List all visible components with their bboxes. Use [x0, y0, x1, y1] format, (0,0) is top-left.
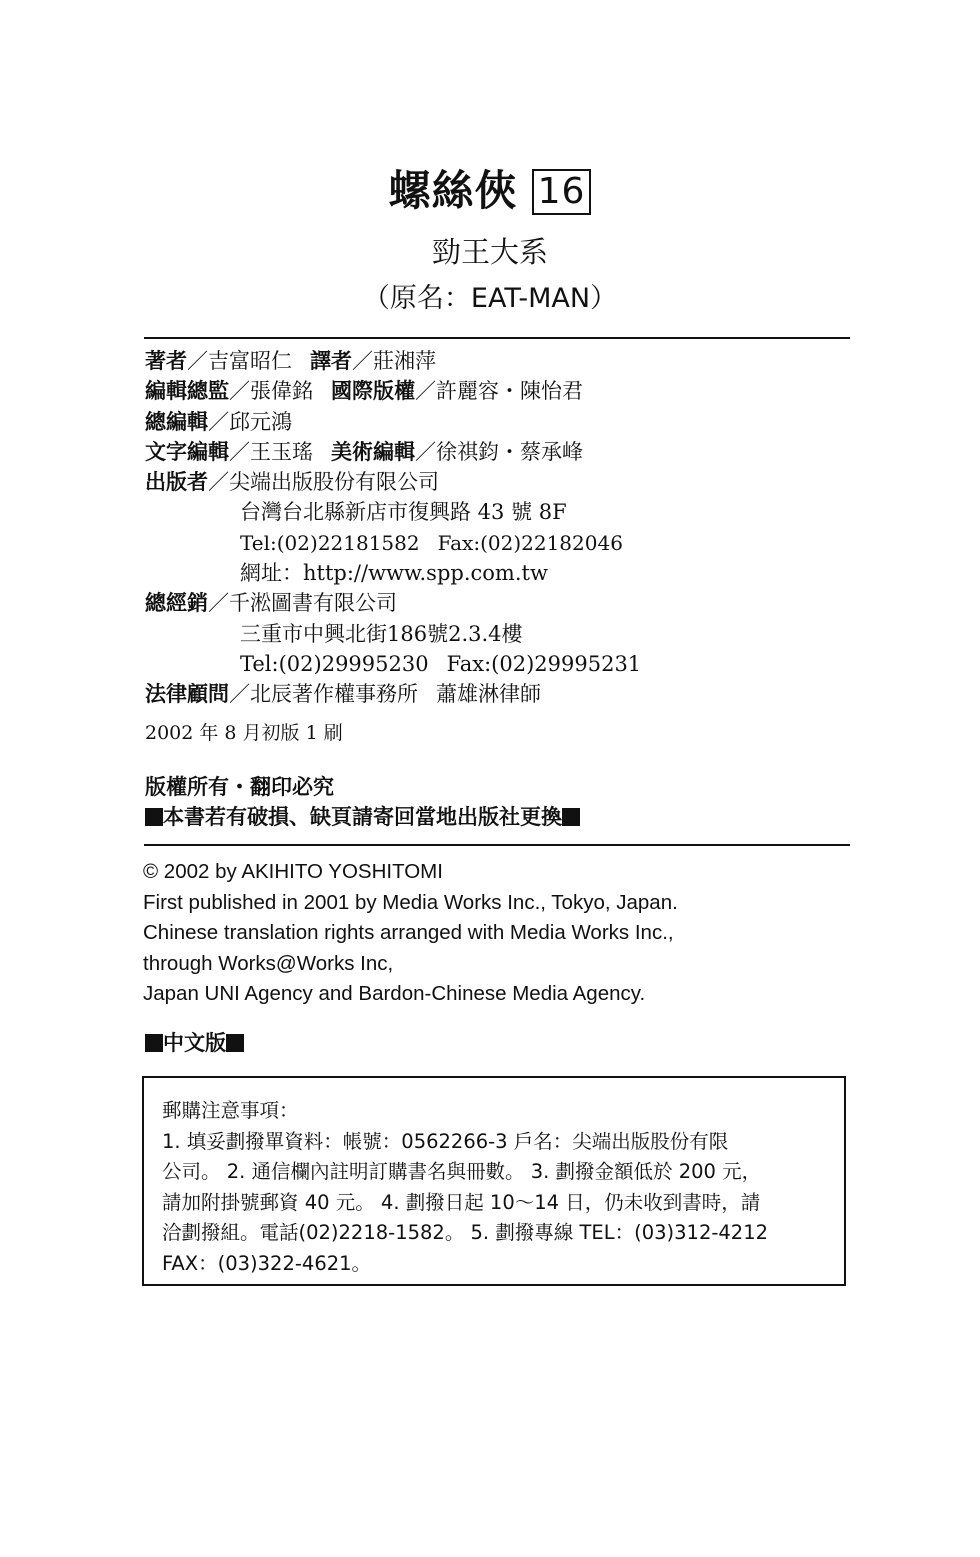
rights-notice	[145, 772, 580, 832]
translator-value: ／莊湘萍	[352, 349, 436, 373]
credit-general-editor-row	[145, 407, 865, 437]
edition-date: 2002 年 8 月初版 1 刷	[145, 722, 343, 744]
general-editor-label: 總編輯	[145, 409, 208, 434]
credit-editor-row	[145, 376, 865, 406]
legal-value: ／北辰著作權事務所	[229, 682, 418, 707]
chief-editor-label: 編輯總監	[145, 379, 229, 404]
rights-label: 國際版權	[331, 379, 415, 404]
credit-author-row	[145, 346, 865, 376]
distributor-address: 三重市中興北街186號2.3.4樓	[240, 621, 523, 646]
series-subtitle: 勁王大系	[431, 235, 548, 269]
website-label: 網址：	[240, 561, 303, 586]
publisher-address: 台灣台北縣新店市復興路 43 號 8F	[240, 500, 567, 525]
middle-divider	[144, 844, 850, 846]
publisher-tel: Tel:(02)22181582	[240, 530, 420, 555]
author-label: 著者	[145, 349, 187, 373]
square-bullet-icon	[145, 1034, 163, 1052]
book-title	[0, 158, 980, 218]
rights-value: ／許麗容・陳怡君	[415, 379, 583, 404]
mail-order-line: 請加附掛號郵資 40 元。 4. 劃撥日起 10～14 日，仍未收到書時，請	[162, 1190, 761, 1214]
english-line: Chinese translation rights arranged with Media Works Inc.,	[143, 921, 674, 944]
distributor-value: ／千淞圖書有限公司	[208, 591, 397, 616]
general-editor-value: ／邱元鴻	[208, 409, 292, 434]
distributor-contact	[145, 649, 865, 679]
credit-legal-row	[145, 679, 865, 709]
square-bullet-icon	[145, 808, 163, 826]
text-editor-value: ／王玉瑤	[229, 439, 313, 464]
chief-editor-value: ／張偉銘	[229, 379, 313, 404]
publisher-fax: Fax:(02)22182046	[437, 530, 623, 555]
rights-line-2	[145, 802, 580, 832]
distributor-tel: Tel:(02)29995230	[240, 651, 429, 676]
website-link[interactable]: http://www.spp.com.tw	[303, 561, 548, 586]
translator-label: 譯者	[310, 349, 352, 373]
mail-order-heading: 郵購注意事項：	[162, 1099, 299, 1122]
volume-badge: 16	[532, 169, 592, 215]
credit-distributor-row	[145, 588, 865, 618]
publisher-label: 出版者	[145, 470, 208, 495]
distributor-label: 總經銷	[145, 591, 208, 616]
rights-line-1: 版權所有・翻印必究	[145, 775, 334, 799]
square-bullet-icon	[226, 1034, 244, 1052]
square-bullet-icon	[562, 808, 580, 826]
credit-publisher-row	[145, 467, 865, 497]
top-divider	[144, 337, 850, 339]
lawyer-name: 蕭雄淋律師	[436, 682, 541, 707]
distributor-fax: Fax:(02)29995231	[446, 651, 642, 676]
publisher-contact	[145, 528, 865, 558]
rights-line-2-text: 本書若有破損、缺頁請寄回當地出版社更換	[163, 805, 562, 829]
edition-label	[145, 1027, 244, 1057]
publisher-value: ／尖端出版股份有限公司	[208, 470, 439, 495]
credits-block	[145, 346, 865, 710]
english-line: Japan UNI Agency and Bardon-Chinese Media Agency.	[143, 982, 646, 1005]
original-title: （原名：EAT-MAN）	[362, 283, 618, 314]
mail-order-line: 公司。 2. 通信欄內註明訂購書名與冊數。 3. 劃撥金額低於 200 元，	[162, 1160, 762, 1183]
mail-order-line: 1. 填妥劃撥單資料：帳號：0562266-3 戶名：尖端出版股份有限	[162, 1129, 729, 1153]
author-value: ／吉富昭仁	[187, 349, 292, 373]
credit-text-editor-row	[145, 437, 865, 467]
english-credits	[143, 857, 678, 1010]
english-line: © 2002 by AKIHITO YOSHITOMI	[143, 860, 443, 883]
website-row	[145, 558, 865, 588]
edition-label-text: 中文版	[163, 1031, 226, 1055]
mail-order-line: FAX：(03)322-4621。	[162, 1251, 372, 1275]
english-line: through Works@Works Inc,	[143, 951, 394, 975]
title-text: 螺絲俠	[388, 166, 518, 215]
legal-label: 法律顧問	[145, 682, 229, 707]
art-editor-value: ／徐祺鈞・蔡承峰	[415, 439, 583, 464]
art-editor-label: 美術編輯	[331, 439, 415, 464]
mail-order-line: 洽劃撥組。電話(02)2218-1582。 5. 劃撥專線 TEL：(03)312-4212	[162, 1221, 769, 1244]
mail-order-box	[142, 1076, 846, 1286]
text-editor-label: 文字編輯	[145, 439, 229, 464]
english-line: First published in 2001 by Media Works Inc., Tokyo, Japan.	[143, 890, 678, 914]
